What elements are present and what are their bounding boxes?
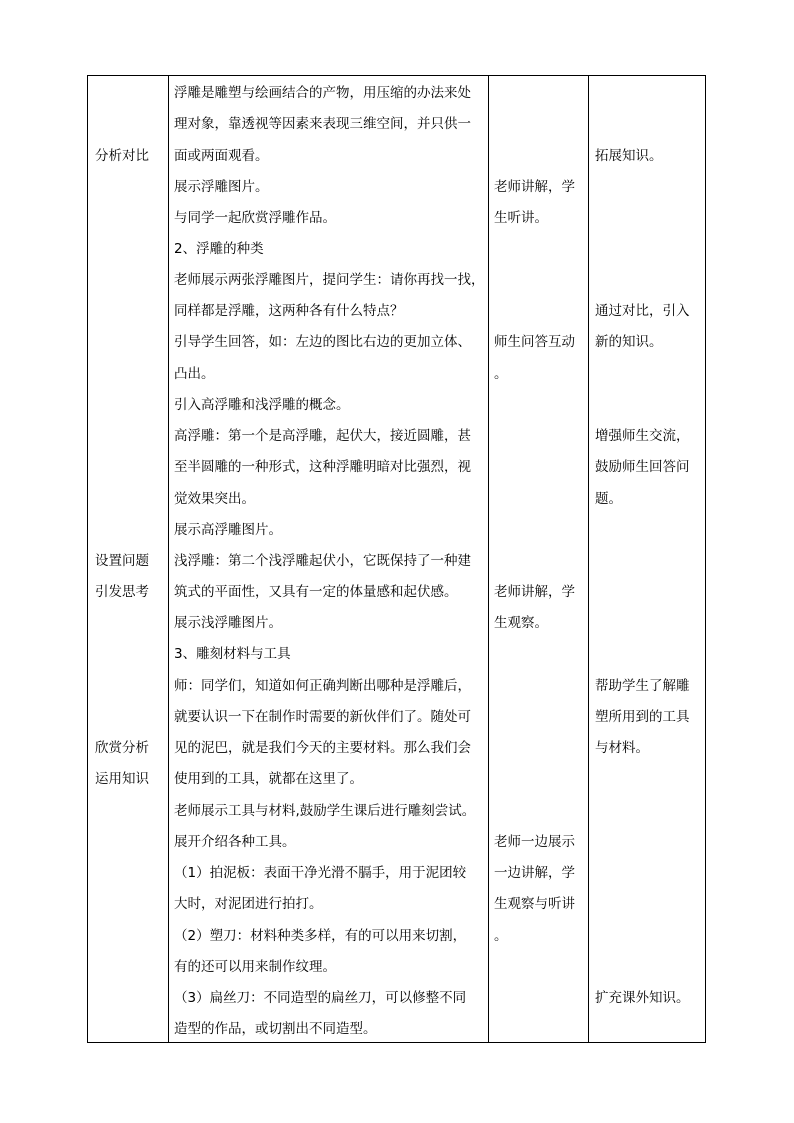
- activity-line: 。: [494, 928, 508, 944]
- section-heading: 3、雕刻材料与工具: [174, 646, 291, 662]
- intent-column: [595, 76, 703, 1042]
- content-line: （1）拍泥板：表面干净光滑不膈手，用于泥团较: [174, 865, 467, 881]
- content-line: 高浮雕：第一个是高浮雕，起伏大，接近圆雕，甚: [174, 428, 471, 444]
- stage-label: 引发思考: [95, 584, 149, 600]
- content-line: （3）扁丝刀：不同造型的扁丝刀，可以修整不同: [174, 990, 467, 1006]
- intent-line: 题。: [595, 491, 622, 507]
- intent-line: 扩充课外知识。: [595, 990, 690, 1006]
- stage-column: [95, 76, 167, 1042]
- content-line: 见的泥巴，就是我们今天的主要材料。那么我们会: [174, 740, 471, 756]
- content-line: （2）塑刀：材料种类多样，有的可以用来切割，: [174, 928, 467, 944]
- stage-label: 设置问题: [95, 553, 149, 569]
- intent-line: 新的知识。: [595, 334, 663, 350]
- stage-label: 运用知识: [95, 771, 149, 787]
- content-line: 至半圆雕的一种形式，这种浮雕明暗对比强烈，视: [174, 459, 471, 475]
- activity-line: 老师讲解，学: [494, 584, 575, 600]
- activity-line: 老师一边展示: [494, 834, 575, 850]
- content-line: 筑式的平面性，又具有一定的体量感和起伏感。: [174, 584, 458, 600]
- content-line: 有的还可以用来制作纹理。: [174, 959, 336, 975]
- content-line: 与同学一起欣赏浮雕作品。: [174, 210, 336, 226]
- activity-line: 一边讲解，学: [494, 865, 575, 881]
- intent-line: 塑所用到的工具: [595, 709, 690, 725]
- content-line: 造型的作品，或切割出不同造型。: [174, 1021, 377, 1037]
- content-line: 引入高浮雕和浅浮雕的概念。: [174, 397, 350, 413]
- content-line: 凸出。: [174, 366, 215, 382]
- intent-line: 增强师生交流，: [595, 428, 690, 444]
- content-line: 浅浮雕：第二个浅浮雕起伏小，它既保持了一种建: [174, 553, 471, 569]
- content-line: 使用到的工具，就都在这里了。: [174, 771, 363, 787]
- intent-line: 拓展知识。: [595, 148, 663, 164]
- lesson-plan-table: [87, 75, 706, 1043]
- content-line: 理对象，靠透视等因素来表现三维空间，并只供一: [174, 116, 471, 132]
- content-line: 展示浮雕图片。: [174, 179, 269, 195]
- column-divider: [588, 76, 589, 1042]
- stage-label: 分析对比: [95, 148, 149, 164]
- activity-line: 生观察与听讲: [494, 896, 575, 912]
- content-line: 展示高浮雕图片。: [174, 522, 282, 538]
- content-line: 老师展示两张浮雕图片，提问学生：请你再找一找，: [174, 272, 485, 288]
- content-line: 觉效果突出。: [174, 491, 255, 507]
- activity-line: 。: [494, 366, 508, 382]
- stage-label: 欣赏分析: [95, 740, 149, 756]
- content-line: 展开介绍各种工具。: [174, 834, 296, 850]
- column-divider: [168, 76, 169, 1042]
- intent-line: 鼓励师生回答问: [595, 459, 690, 475]
- content-line: 就要认识一下在制作时需要的新伙伴们了。随处可: [174, 709, 471, 725]
- activity-line: 生观察。: [494, 615, 548, 631]
- content-column: [174, 76, 486, 1042]
- section-heading: 2、浮雕的种类: [174, 241, 264, 257]
- content-line: 引导学生回答，如：左边的图比右边的更加立体、: [174, 334, 471, 350]
- content-line: 同样都是浮雕，这两种各有什么特点？: [174, 303, 404, 319]
- content-line: 面或两面观看。: [174, 148, 269, 164]
- content-line: 师：同学们，知道如何正确判断出哪种是浮雕后，: [174, 678, 471, 694]
- content-line: 浮雕是雕塑与绘画结合的产物，用压缩的办法来处: [174, 85, 471, 101]
- activity-line: 老师讲解，学: [494, 179, 575, 195]
- intent-line: 与材料。: [595, 740, 649, 756]
- intent-line: 帮助学生了解雕: [595, 678, 690, 694]
- content-line: 老师展示工具与材料,鼓励学生课后进行雕刻尝试。: [174, 803, 476, 819]
- content-line: 展示浅浮雕图片。: [174, 615, 282, 631]
- content-line: 大时，对泥团进行拍打。: [174, 896, 323, 912]
- intent-line: 通过对比，引入: [595, 303, 690, 319]
- activity-column: [494, 76, 586, 1042]
- activity-line: 师生问答互动: [494, 334, 575, 350]
- column-divider: [488, 76, 489, 1042]
- activity-line: 生听讲。: [494, 210, 548, 226]
